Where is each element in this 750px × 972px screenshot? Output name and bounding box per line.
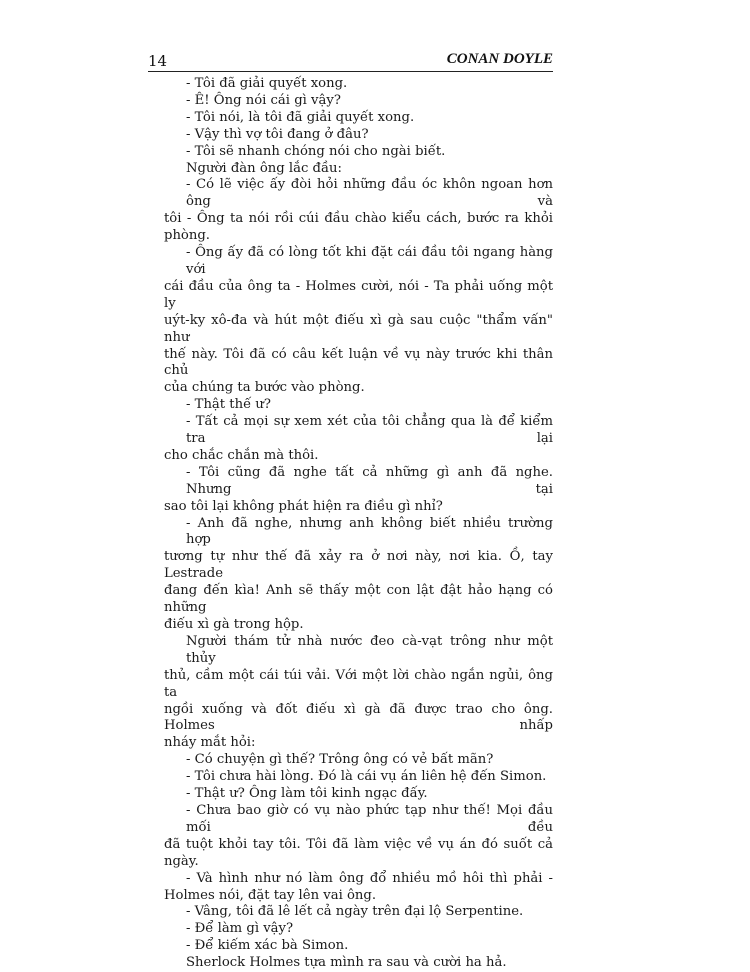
text-line: Người đàn ông lắc đầu: (186, 160, 342, 176)
text-line: Người thám tử nhà nước đeo cà-vạt trông như một thủy (186, 633, 553, 666)
text-line: - Để kiếm xác bà Simon. (186, 938, 349, 954)
text-line: - Tôi nói, là tôi đã giải quyết xong. (186, 109, 415, 125)
text-line: nháy mắt hỏi: (164, 735, 256, 751)
text-line: - Tôi đã giải quyết xong. (186, 76, 348, 91)
text-line: - Vâng, tôi đã lê lết cả ngày trên đại lộ Serpentine. (186, 904, 524, 920)
text-line: - Tôi chưa hài lòng. Đó là cái vụ án liên hệ đến Simon. (186, 769, 547, 785)
body-text (164, 76, 553, 972)
text-line: - Thật ư? Ông làm tôi kinh ngạc đấy. (186, 786, 428, 802)
text-line: cái đầu của ông ta - Holmes cười, nói - Ta phải uống một ly (164, 278, 553, 311)
page-number: 14 (148, 52, 168, 70)
text-line: - Chưa bao giờ có vụ nào phức tạp như thế! Mọi đầu mối đều (186, 802, 553, 835)
text-line: tôi - Ông ta nói rồi cúi đầu chào kiểu cách, bước ra khỏi phòng. (164, 211, 553, 244)
text-line: đã tuột khỏi tay tôi. Tôi đã làm việc về vụ án đó suốt cả ngày. (164, 836, 553, 869)
running-header (148, 50, 553, 72)
text-line: - Tôi sẽ nhanh chóng nói cho ngài biết. (186, 143, 446, 159)
text-line: - Anh đã nghe, nhưng anh không biết nhiều trường hợp (186, 515, 553, 548)
text-line: - Tất cả mọi sự xem xét của tôi chẳng qua là để kiểm tra lại (186, 414, 553, 447)
text-line: thủ, cầm một cái túi vải. Với một lời chào ngắn ngủi, ông ta (164, 667, 553, 700)
text-line: của chúng ta bước vào phòng. (164, 380, 365, 396)
text-line: - Để làm gì vậy? (186, 921, 294, 937)
text-line: ngồi xuống và đốt điếu xì gà đã được trao cho ông. Holmes nhấp (164, 701, 553, 734)
text-line: - Có chuyện gì thế? Trông ông có vẻ bất mãn? (186, 752, 494, 768)
text-line: - Và hình như nó làm ông đổ nhiều mồ hôi thì phải - (186, 870, 553, 886)
text-line: - Ông ấy đã có lòng tốt khi đặt cái đầu tôi ngang hàng với (186, 245, 553, 277)
text-line: - Ê! Ông nói cái gì vậy? (186, 92, 341, 108)
text-line: - Vậy thì vợ tôi đang ở đâu? (186, 126, 369, 142)
text-line: - Tôi cũng đã nghe tất cả những gì anh đã nghe. Nhưng tại (186, 464, 553, 497)
text-line: đang đến kìa! Anh sẽ thấy một con lật đật hảo hạng có những (164, 583, 553, 616)
text-line: Holmes nói, đặt tay lên vai ông. (164, 887, 377, 903)
text-line: uýt-ky xô-đa và hút một điếu xì gà sau cuộc "thẩm vấn" như (164, 312, 553, 345)
text-line: sao tôi lại không phát hiện ra điều gì nhỉ? (164, 498, 443, 514)
text-line: - Thật thế ư? (186, 397, 271, 413)
text-line: - Có lẽ việc ấy đòi hỏi những đầu óc khôn ngoan hơn ông và (186, 177, 553, 210)
text-line: Sherlock Holmes tựa mình ra sau và cười ha hả. (186, 955, 507, 971)
header-rule (148, 71, 553, 72)
text-line: cho chắc chắn mà thôi. (164, 447, 319, 463)
running-header-author: CONAN DOYLE (446, 51, 553, 67)
text-line: tương tự như thế đã xảy ra ở nơi này, nơi kia. Ồ, tay Lestrade (164, 549, 553, 582)
text-line: điếu xì gà trong hộp. (164, 617, 304, 632)
text-line: thế này. Tôi đã có câu kết luận về vụ này trước khi thân chủ (164, 346, 553, 379)
